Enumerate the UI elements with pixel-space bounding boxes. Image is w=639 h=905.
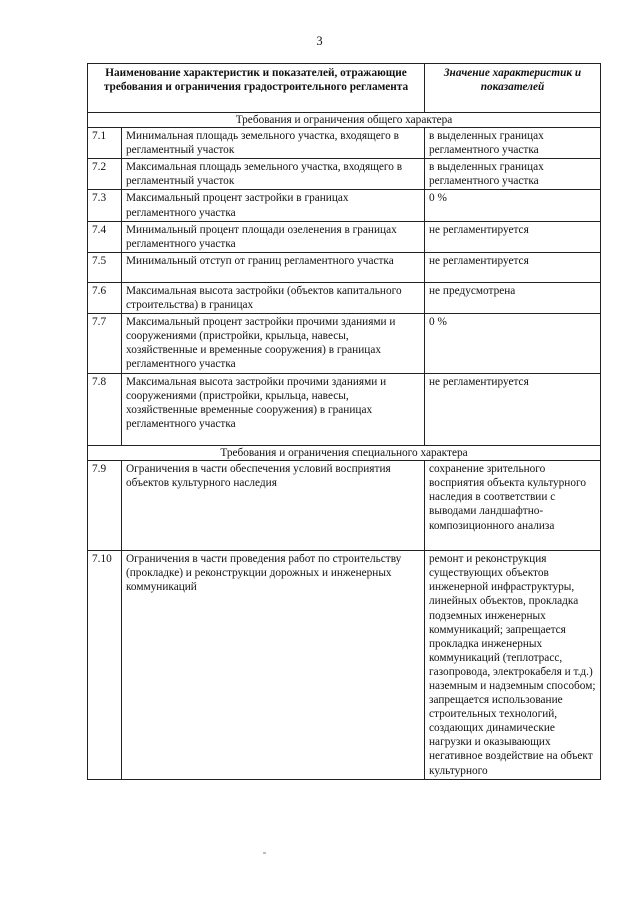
row-number: 7.5: [88, 252, 122, 282]
regulation-table: [87, 63, 601, 780]
table-row: [88, 461, 601, 551]
table-row: [88, 190, 601, 221]
table-row: [88, 374, 601, 446]
row-name: Максимальная высота застройки прочими зданиями и сооружениями (пристройки, крыльца, навесы, хозяйственные временные сооружения) в границах регламентного участка: [122, 374, 425, 446]
scan-mark: [263, 852, 266, 854]
row-number: 7.8: [88, 374, 122, 446]
row-name: Минимальный процент площади озеленения в границах регламентного участка: [122, 221, 425, 252]
row-value: ремонт и реконструкция существующих объектов инженерной инфраструктуры, линейных объектов, прокладка подземных инженерных коммуникаций; запрещается прокладка инженерных коммуникаций (теплотрасс, газопровода, электрокабеля и т.д.) наземным и надземным способом; запрещается использование строительных технологий, создающих динамические нагрузки и оказывающих негативное воздействие на объект культурного: [425, 551, 601, 780]
table-row: [88, 159, 601, 190]
table-row: [88, 314, 601, 374]
row-name: Минимальная площадь земельного участка, входящего в регламентный участок: [122, 128, 425, 159]
row-value: в выделенных границах регламентного участка: [425, 128, 601, 159]
row-value: в выделенных границах регламентного участка: [425, 159, 601, 190]
row-name: Ограничения в части обеспечения условий восприятия объектов культурного наследия: [122, 461, 425, 551]
row-value: не регламентируется: [425, 374, 601, 446]
row-value: не регламентируется: [425, 221, 601, 252]
row-name: Минимальный отступ от границ регламентного участка: [122, 252, 425, 282]
row-name: Ограничения в части проведения работ по строительству (прокладке) и реконструкции дорожных и инженерных коммуникаций: [122, 551, 425, 780]
row-number: 7.4: [88, 221, 122, 252]
page-number: 3: [316, 34, 323, 48]
header-value-column: Значение характеристик и показателей: [425, 64, 601, 113]
header-name-column: Наименование характеристик и показателей, отражающие требования и ограничения градостроительного регламента: [88, 64, 425, 113]
table-row: [88, 252, 601, 282]
row-value: не предусмотрена: [425, 282, 601, 313]
row-number: 7.2: [88, 159, 122, 190]
row-name: Максимальный процент застройки прочими зданиями и сооружениями (пристройки, крыльца, навесы, хозяйственные и временные сооружения) в границах регламентного участка: [122, 314, 425, 374]
row-number: 7.9: [88, 461, 122, 551]
row-number: 7.1: [88, 128, 122, 159]
row-value: 0 %: [425, 190, 601, 221]
row-value: сохранение зрительного восприятия объекта культурного наследия в соответствии с выводами ландшафтно-композиционного анализа: [425, 461, 601, 551]
row-number: 7.10: [88, 551, 122, 780]
row-value: 0 %: [425, 314, 601, 374]
table-row: [88, 282, 601, 313]
row-number: 7.3: [88, 190, 122, 221]
section-row: [88, 446, 601, 461]
section-title: Требования и ограничения специального характера: [88, 446, 601, 461]
section-row: [88, 113, 601, 128]
row-name: Максимальная площадь земельного участка, входящего в регламентный участок: [122, 159, 425, 190]
row-name: Максимальная высота застройки (объектов капитального строительства) в границах: [122, 282, 425, 313]
table-row: [88, 551, 601, 780]
section-title: Требования и ограничения общего характера: [88, 113, 601, 128]
row-number: 7.6: [88, 282, 122, 313]
table-header-row: [88, 64, 601, 113]
table-row: [88, 221, 601, 252]
table-row: [88, 128, 601, 159]
row-name: Максимальный процент застройки в границах регламентного участка: [122, 190, 425, 221]
row-value: не регламентируется: [425, 252, 601, 282]
row-number: 7.7: [88, 314, 122, 374]
